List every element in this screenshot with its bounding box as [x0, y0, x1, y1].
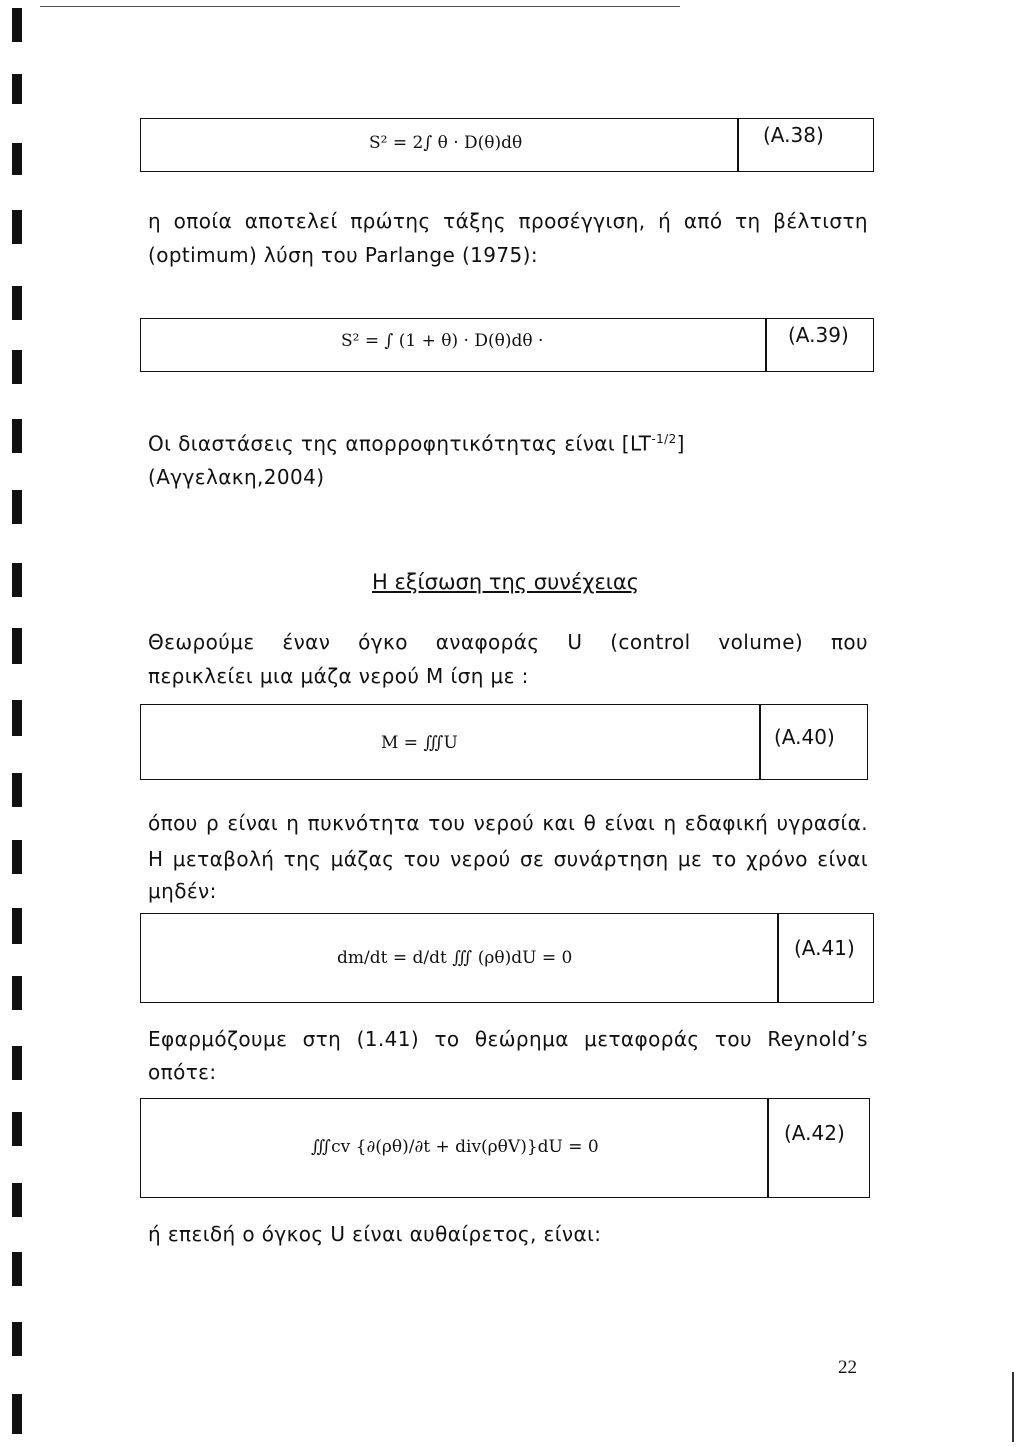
paragraph-5-line-2: οπότε: — [148, 1060, 217, 1084]
binding-mark — [12, 773, 22, 807]
equation-a42-number: (A.42) — [784, 1121, 845, 1145]
equation-box-a40 — [140, 704, 868, 780]
binding-mark — [12, 350, 22, 384]
paragraph-2-text: Οι διαστάσεις της απορροφητικότητας είναι [LT — [148, 431, 652, 456]
paragraph-5-line-1: Εφαρμόζουμε στη (1.41) το θεώρημα μεταφοράς του Reynold’s — [148, 1027, 868, 1051]
scan-right-line — [1012, 1372, 1014, 1442]
paragraph-1 — [148, 205, 868, 238]
equation-box-a42 — [140, 1098, 870, 1198]
binding-mark — [12, 1183, 22, 1217]
equation-box-a38 — [140, 118, 874, 172]
binding-mark — [12, 210, 22, 244]
equation-a38-formula: S² = 2∫ θ · D(θ)dθ — [369, 133, 523, 153]
section-heading: Η εξίσωση της συνέχειας — [372, 570, 640, 594]
binding-mark — [12, 490, 22, 524]
paragraph-4-line-3: μηδέν: — [148, 879, 217, 903]
paragraph-3-line-1: Θεωρούμε έναν όγκο αναφοράς U (control volume) που — [148, 630, 868, 654]
binding-mark — [12, 1046, 22, 1080]
paragraph-3-line-2: περικλείει μια μάζα νερού M ίση με : — [148, 664, 529, 688]
paragraph-3 — [148, 626, 868, 659]
equation-a41-number: (A.41) — [794, 936, 855, 960]
binding-mark — [12, 286, 22, 320]
scan-top-line — [40, 6, 680, 7]
binding-mark — [12, 700, 22, 736]
binding-mark — [12, 1394, 22, 1434]
equation-a39-formula: S² = ∫ (1 + θ) · D(θ)dθ · — [341, 331, 544, 351]
page-number: 22 — [838, 1357, 857, 1378]
paragraph-2-exponent: -1/2 — [651, 432, 677, 446]
paragraph-4-cont — [148, 875, 868, 908]
paragraph-1-line-2: (optimum) λύση του Parlange (1975): — [148, 243, 538, 267]
paragraph-4-line-2: Η μεταβολή της μάζας του νερού σε συνάρτηση με το χρόνο είναι — [148, 847, 868, 871]
binding-mark — [12, 908, 22, 944]
equation-a38-number: (A.38) — [763, 123, 824, 147]
paragraph-3-cont — [148, 660, 868, 693]
binding-mark — [12, 976, 22, 1010]
equation-a42-formula: ∭cv {∂(ρθ)/∂t + div(ρθV)}dU = 0 — [311, 1137, 599, 1157]
equation-a40-formula: M = ∭U — [381, 733, 458, 753]
binding-mark — [12, 1252, 22, 1286]
paragraph-2 — [148, 423, 868, 494]
equation-box-a39 — [140, 318, 874, 372]
paragraph-4 — [148, 807, 868, 876]
binding-mark — [12, 143, 22, 175]
binding-mark — [12, 563, 22, 597]
paragraph-2-text-end: ] (Αγγελακη,2004) — [148, 431, 685, 489]
paragraph-1-line-1: η οποία αποτελεί πρώτης τάξης προσέγγιση, ή από τη βέλτιστη — [148, 209, 868, 233]
binding-mark — [12, 419, 22, 453]
paragraph-4-line-1: όπου ρ είναι η πυκνότητα του νερού και θ είναι η εδαφική υγρασία. — [148, 811, 868, 835]
paragraph-6: ή επειδή ο όγκος U είναι αυθαίρετος, είναι: — [148, 1222, 602, 1246]
equation-box-a41 — [140, 913, 874, 1003]
paragraph-1-cont — [148, 239, 868, 272]
binding-mark — [12, 8, 22, 42]
paragraph-5-cont — [148, 1056, 868, 1089]
equation-separator — [759, 705, 761, 779]
binding-mark — [12, 74, 22, 104]
equation-a41-formula: dm/dt = d/dt ∭ (ρθ)dU = 0 — [337, 948, 573, 968]
binding-mark — [12, 1322, 22, 1356]
equation-separator — [777, 914, 779, 1002]
equation-separator — [765, 319, 767, 371]
binding-mark — [12, 628, 22, 664]
equation-a40-number: (A.40) — [774, 725, 835, 749]
binding-mark — [12, 840, 22, 874]
equation-separator — [767, 1099, 769, 1197]
binding-mark — [12, 1112, 22, 1146]
equation-a39-number: (A.39) — [788, 323, 849, 347]
equation-separator — [737, 119, 739, 171]
paragraph-5 — [148, 1023, 868, 1056]
